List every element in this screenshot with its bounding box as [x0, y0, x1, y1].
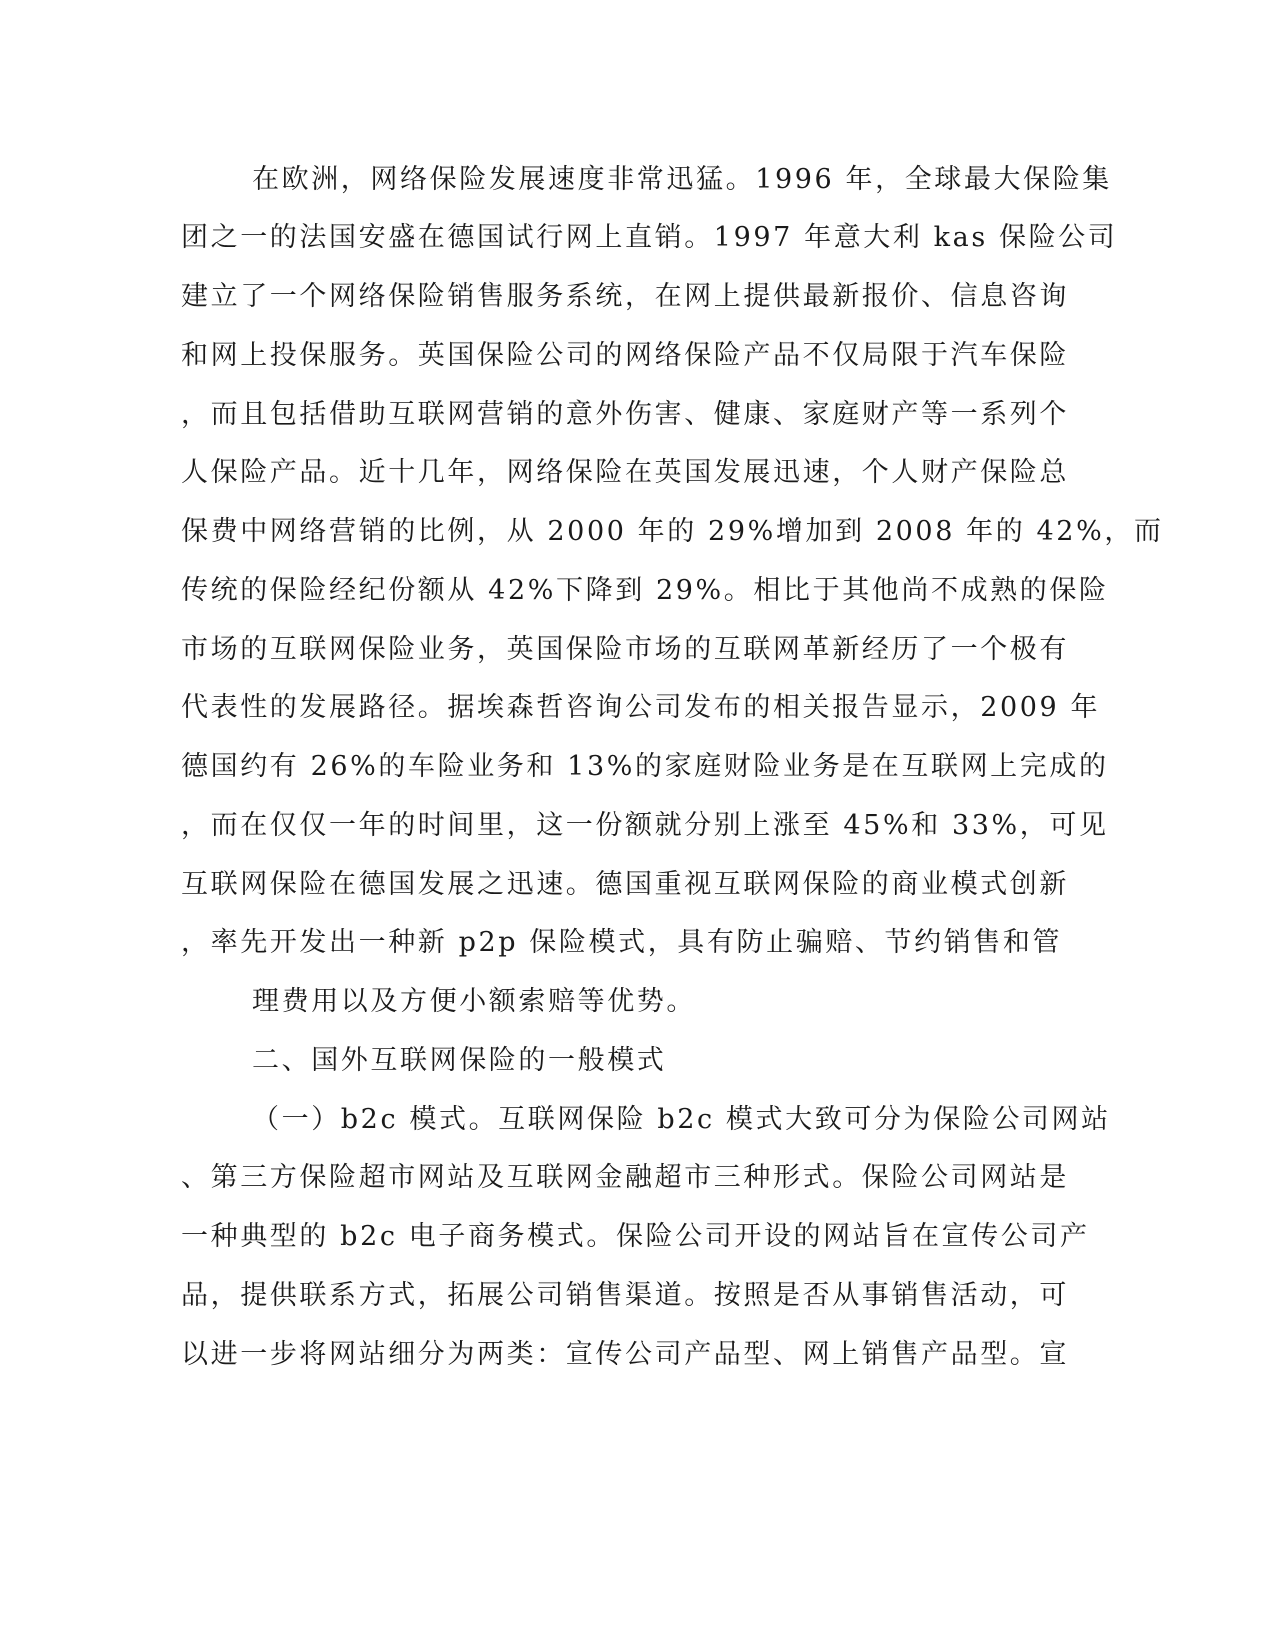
text-line: 一种典型的 b2c 电子商务模式。保险公司开设的网站旨在宣传公司产 [181, 1221, 1090, 1252]
text-line: 代表性的发展路径。据埃森哲咨询公司发布的相关报告显示，2009 年 [181, 692, 1101, 723]
text-line: 建立了一个网络保险销售服务系统，在网上提供最新报价、信息咨询 [181, 281, 1069, 312]
text-line: 保费中网络营销的比例，从 2000 年的 29%增加到 2008 年的 42%，而 [181, 516, 1164, 547]
text-line: 德国约有 26%的车险业务和 13%的家庭财险业务是在互联网上完成的 [181, 751, 1109, 782]
text-line: 互联网保险在德国发展之迅速。德国重视互联网保险的商业模式创新 [181, 869, 1069, 900]
text-line: 以进一步将网站细分为两类：宣传公司产品型、网上销售产品型。宣 [181, 1339, 1069, 1370]
text-line: ，而在仅仅一年的时间里，这一份额就分别上涨至 45%和 33%，可见 [181, 810, 1109, 841]
text-line: 传统的保险经纪份额从 42%下降到 29%。相比于其他尚不成熟的保险 [181, 575, 1109, 606]
text-line: 理费用以及方便小额索赔等优势。 [252, 986, 696, 1017]
text-line: 人保险产品。近十几年，网络保险在英国发展迅速，个人财产保险总 [181, 457, 1069, 488]
text-line: 团之一的法国安盛在德国试行网上直销。1997 年意大利 kas 保险公司 [181, 222, 1118, 253]
text-line: ，率先开发出一种新 p2p 保险模式，具有防止骗赔、节约销售和管 [181, 927, 1063, 958]
text-line: （一）b2c 模式。互联网保险 b2c 模式大致可分为保险公司网站 [252, 1104, 1111, 1135]
section-heading: 二、国外互联网保险的一般模式 [252, 1045, 667, 1076]
text-line: 和网上投保服务。英国保险公司的网络保险产品不仅局限于汽车保险 [181, 340, 1069, 371]
text-line: 、第三方保险超市网站及互联网金融超市三种形式。保险公司网站是 [181, 1162, 1069, 1193]
text-line: ，而且包括借助互联网营销的意外伤害、健康、家庭财产等一系列个 [181, 399, 1069, 430]
text-line: 在欧洲，网络保险发展速度非常迅猛。1996 年，全球最大保险集 [252, 164, 1112, 195]
text-line: 品，提供联系方式，拓展公司销售渠道。按照是否从事销售活动，可 [181, 1280, 1069, 1311]
text-line: 市场的互联网保险业务，英国保险市场的互联网革新经历了一个极有 [181, 634, 1069, 665]
